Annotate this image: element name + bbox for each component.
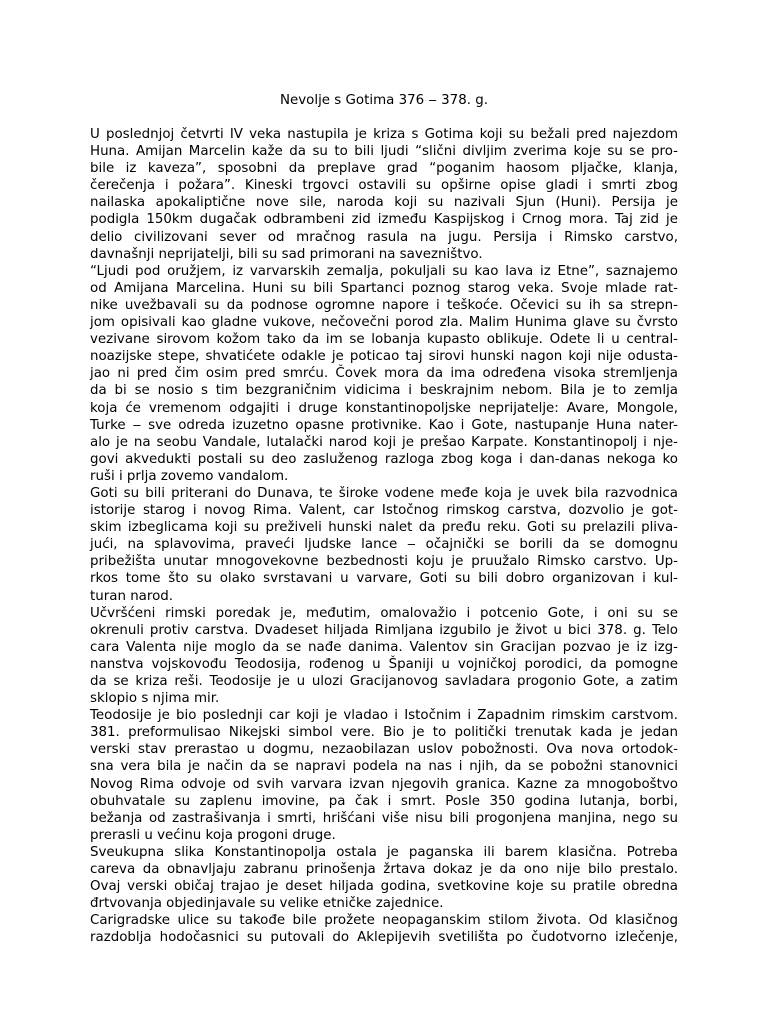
- text-line: nailaska apokaliptične nove sile, naroda koji su nazivali Sjun (Huni). Persija je: [90, 195, 678, 211]
- text-line: bežanja od zastrašivanja i smrti, hrišćani više nisu bili progonjena manjina, nego su: [90, 810, 678, 826]
- text-line: sklopio s njima mir.: [90, 691, 220, 707]
- text-line: sna vera bila je način da se napravi podela na nas i njih, da se pobožni stanovnici: [90, 759, 678, 775]
- text-line: od Amijana Marcelina. Huni su bili Spartanci poznog starog veka. Svoje mlade rat-: [90, 280, 678, 296]
- text-line: “Ljudi pod oružjem, iz varvarskih zemalja, pokuljali su kao lava iz Etne”, saznajemo: [90, 263, 678, 279]
- text-line: vezivane sirovom kožom tako da im se lobanja kupasto oblikuje. Odete li u central-: [90, 332, 678, 348]
- text-line: čerečenja i požara”. Kineski trgovci ostavili su opširne opise gladi i smrti zbog: [90, 178, 678, 194]
- text-line: alo je na seobu Vandale, lutalački narod koji je prešao Karpate. Konstantinopolj i nje-: [90, 434, 678, 450]
- text-line: Goti su bili priterani do Dunava, te široke vodene međe koja je uvek bila razvodnica: [90, 485, 678, 501]
- text-line: prerasli u većinu koja progoni druge.: [90, 827, 336, 843]
- text-line: jom opisivali kao gladne vukove, nečovečni porod zla. Malim Hunima glave su čvrsto: [90, 315, 678, 331]
- text-line: razdoblja hodočasnici su putovali do Aklepijevih svetilišta po čudotvorno izlečenje,: [90, 930, 678, 946]
- text-line: Carigradske ulice su takođe bile prožete neopaganskim stilom života. Od klasičnog: [90, 913, 678, 929]
- text-line: turan narod.: [90, 588, 174, 604]
- text-line: pribežišta unutar mnogovekovne bezbednosti koju je pruužalo Rimsko carstvo. Up-: [90, 554, 678, 570]
- paragraph: [90, 605, 678, 708]
- text-line: nike uvežbavali su da podnose ogromne napore i teškoće. Očevici su ih sa strepn-: [90, 297, 678, 313]
- text-line: 381. preformulisao Nikejski simbol vere. Bio je to politički trenutak kada je jedan: [90, 725, 678, 741]
- text-line: govi akvedukti postali su deo zasluženog razloga zbog koga i dan-danas nekoga ko: [90, 451, 678, 467]
- text-line: jao ni pred čim osim pred smrću. Čovek mora da ima određena visoka stremljenja: [90, 366, 678, 382]
- text-line: noazijske stepe, shvatićete odakle je poticao taj sirovi hunski nagon koji nije odusta-: [90, 349, 678, 365]
- text-line: istorije starog i novog Rima. Valent, car Istočnog rimskog carstva, dozvolio je got-: [90, 503, 678, 519]
- text-line: skim izbeglicama koji su preživeli hunski nalet da pređu reku. Goti su prelazili pliva-: [90, 520, 678, 536]
- text-line: Učvršćeni rimski poredak je, međutim, omalovažio i potcenio Gote, i oni su se: [90, 605, 678, 621]
- text-line: Sveukupna slika Konstantinopolja ostala je paganska ili barem klasična. Potreba: [90, 844, 678, 860]
- document-body: [90, 126, 678, 947]
- text-line: U poslednjoj četvrti IV veka nastupila je kriza s Gotima koji su bežali pred najezdom: [90, 127, 678, 142]
- paragraph: [90, 263, 678, 485]
- text-line: nanstva vojskovođu Teodosija, rođenog u Španiji u vojničkoj porodici, da pomogne: [90, 656, 678, 672]
- text-line: Turke ‒ sve odreda izuzetno opasne protivnike. Kao i Gote, nastupanje Huna nater-: [90, 417, 678, 433]
- paragraph: [90, 707, 678, 844]
- text-line: obuhvatale su zaplenu imovine, pa čak i smrt. Posle 350 godina lutanja, borbi,: [90, 793, 678, 809]
- text-line: đrtvovanja objedinjavale su velike etničke zajednice.: [90, 896, 444, 912]
- text-line: Novog Rima odvoje od svih varvara izvan njegovih granica. Kazne za mnogoboštvo: [90, 776, 678, 792]
- text-line: cara Valenta nije moglo da se nađe danima. Valentov sin Gracijan pozvao je iz izg-: [90, 639, 678, 655]
- text-line: careva da obnavljaju zabranu prinošenja žrtava dokaz je da ono nije bilo prestalo.: [90, 862, 678, 878]
- text-line: davnašnji neprijatelji, bili su sad primorani na savezništvo.: [90, 246, 483, 262]
- text-line: podigla 150km dugačak odbrambeni zid između Kaspijskog i Crnog mora. Taj zid je: [90, 212, 678, 228]
- text-line: da bi se nosio s tim bezgraničnim vidicima i beskrajnim nebom. Bila je to zemlja: [90, 383, 678, 399]
- text-line: rkos tome što su olako svrstavani u varvare, Goti su bili dobro organizovan i kul-: [90, 571, 678, 587]
- paragraph: [90, 844, 678, 912]
- text-line: Teodosije je bio poslednji car koji je vladao i Istočnim i Zapadnim rimskim carstvom.: [90, 708, 678, 724]
- text-line: Ovaj verski običaj trajao je deset hiljada godina, svetkovine koje su pratile obredna: [90, 879, 678, 895]
- paragraph: [90, 485, 678, 605]
- text-line: koja će vremenom odgajiti i druge konstantinopoljske neprijatelje: Avare, Mongole,: [90, 400, 678, 416]
- text-line: bile iz kaveza”, sposobni da preplave grad “poganim haosom pljačke, klanja,: [90, 161, 678, 177]
- paragraph: [90, 912, 678, 946]
- text-line: verski stav prerastao u dogmu, nezaobilazan uslov pobožnosti. Ova nova ortodok-: [90, 742, 678, 758]
- text-line: ruši i prlja zovemo vandalom.: [90, 468, 289, 484]
- text-line: delio civilizovani sever od mračnog rasula na jugu. Persija i Rimsko carstvo,: [90, 229, 678, 245]
- text-line: jući, na splavovima, praveći ljudske lance ‒ očajnički se borili da se domognu: [90, 537, 678, 553]
- document-title: Nevolje s Gotima 376 ‒ 378. g.: [279, 93, 488, 108]
- text-line: okrenuli protiv carstva. Dvadeset hiljada Rimljana izgubilo je život u bici 378. g. Telo: [90, 622, 678, 638]
- text-line: Huna. Amijan Marcelin kaže da su to bili ljudi “slični divljim zverima koje su se pro-: [90, 144, 678, 160]
- text-line: da se kriza reši. Teodosije je u ulozi Gracijanovog savladara progonio Gote, a zatim: [90, 674, 678, 689]
- paragraph: [90, 126, 678, 263]
